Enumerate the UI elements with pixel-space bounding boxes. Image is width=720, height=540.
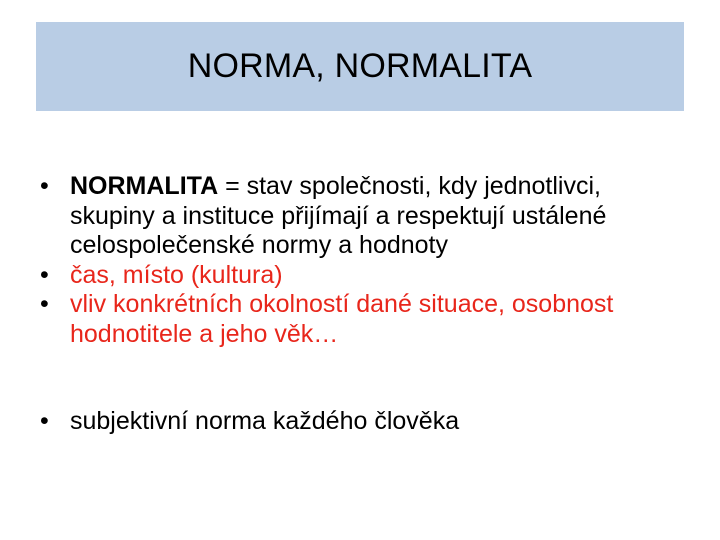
list-spacer — [36, 349, 676, 407]
slide-title: NORMA, NORMALITA — [187, 47, 533, 85]
slide-title-banner — [36, 22, 684, 111]
bullet-item-subjektivni — [36, 407, 676, 437]
bullet-icon: • — [40, 407, 49, 435]
bullet-item-vliv — [36, 290, 676, 349]
bullet-text: = stav společnosti, kdy jednotlivci, skupiny a instituce přijímají a respektují ustálené celospolečenské normy a hodnoty — [70, 172, 607, 259]
bullet-text: vliv konkrétních okolností dané situace, osobnost hodnotitele a jeho věk… — [70, 290, 614, 348]
bullet-text: subjektivní norma každého člověka — [70, 407, 460, 435]
bullet-list — [36, 172, 676, 437]
bullet-text: čas, místo (kultura) — [70, 260, 283, 289]
bullet-item-normalita — [36, 172, 676, 261]
bullet-icon: • — [40, 172, 49, 200]
bullet-term: NORMALITA — [70, 172, 219, 200]
bullet-item-cas-misto — [36, 261, 676, 291]
bullet-icon: • — [40, 290, 49, 318]
bullet-icon: • — [40, 260, 49, 289]
